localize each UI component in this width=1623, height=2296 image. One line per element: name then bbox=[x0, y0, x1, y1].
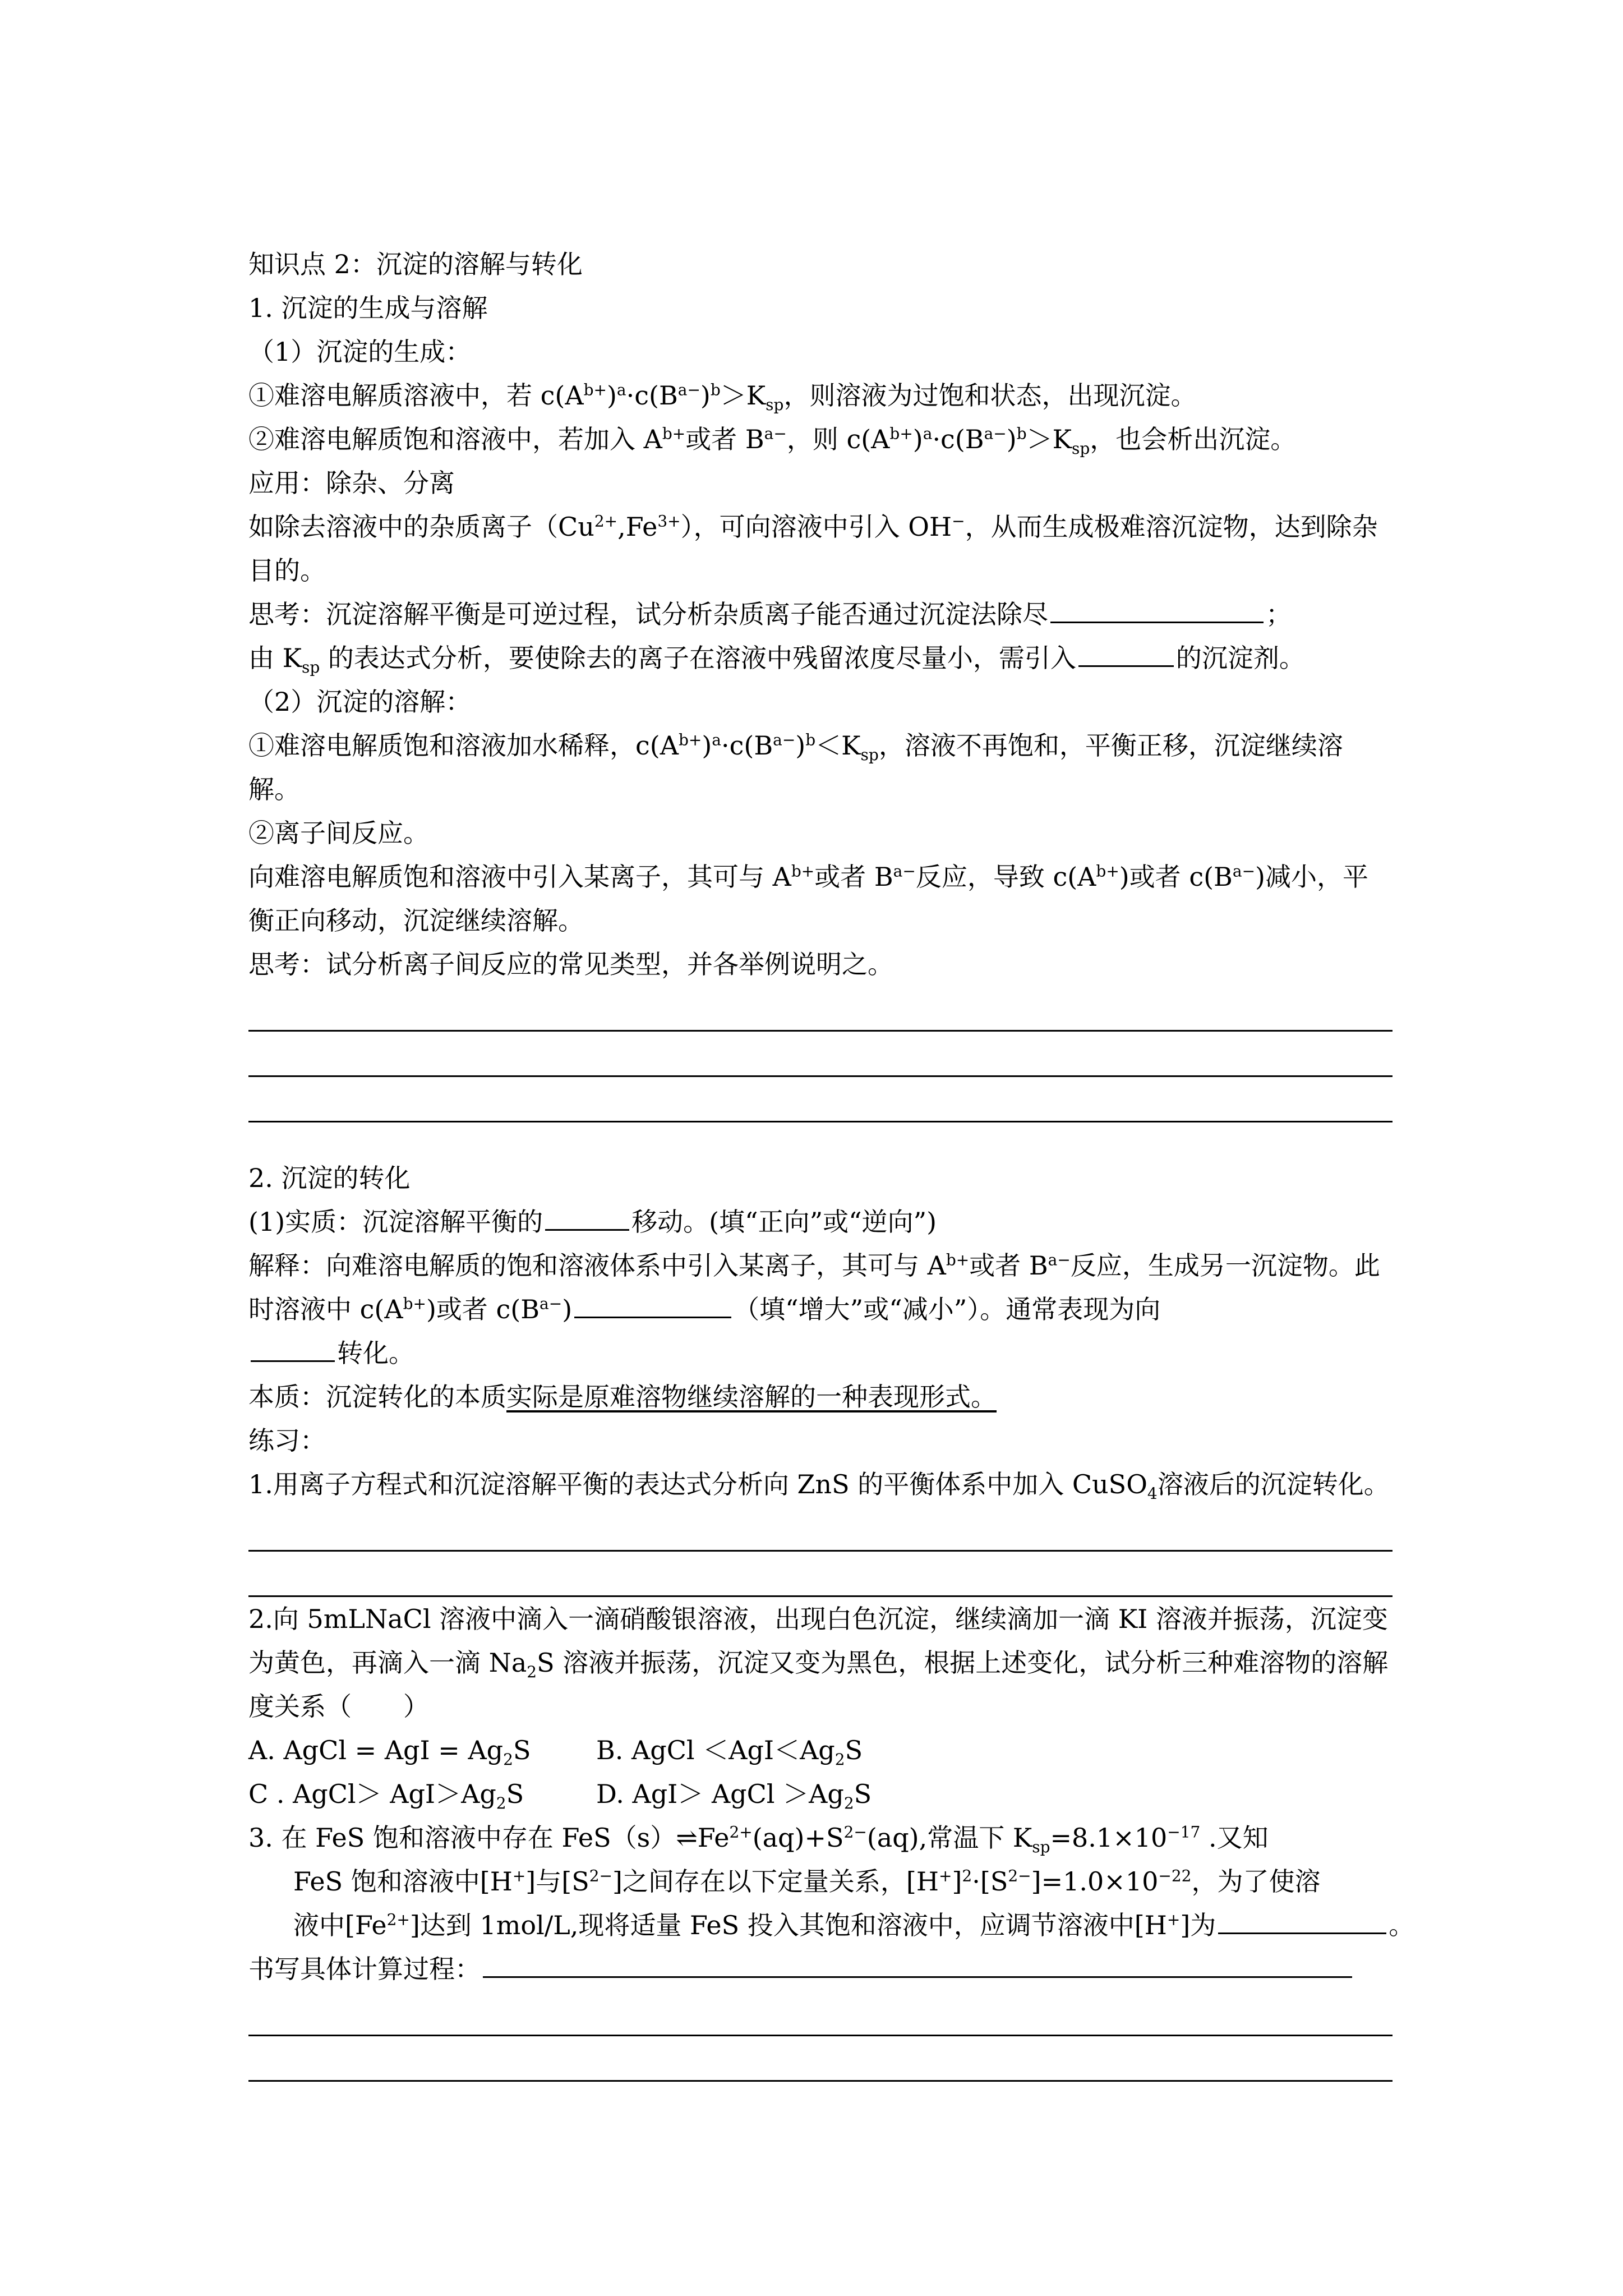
think-2: 思考：试分析离子间反应的常见类型，并各举例说明之。 bbox=[248, 949, 893, 979]
think-1-text-2: 由 $K_{sp}$ 的表达式分析，要使除去的离子在溶液中残留浓度尽量小，需引入 bbox=[248, 643, 1076, 677]
practice-label: 练习： bbox=[248, 1425, 326, 1456]
item-3: ①难溶电解质饱和溶液加水稀释，$c(A^{b+})^a\cdot c(B^{a-})^b<K_{sp}$，溶液不再饱和，平衡正移，沉淀继续溶解。 bbox=[248, 730, 1343, 804]
answer-line[interactable] bbox=[248, 1077, 1393, 1122]
answer-blank-1[interactable] bbox=[1050, 595, 1264, 623]
answer-line[interactable] bbox=[248, 1552, 1393, 1597]
answer-line[interactable] bbox=[248, 1991, 1393, 2036]
calc-blank[interactable] bbox=[483, 1949, 1352, 1978]
answer-blank-2[interactable] bbox=[1078, 638, 1174, 667]
think-1-line-1 bbox=[248, 592, 1393, 636]
explanation-end bbox=[248, 1331, 1393, 1375]
answer-blank-4[interactable] bbox=[574, 1290, 731, 1318]
item-4-description: 向难溶电解质饱和溶液中引入某离子，其可与 $A^{b+}$或者 $B^{a-}$反应，导致 $c(A^{b+})$或者 $c(B^{a-})$减小，平衡正向移动，沉淀继续溶解。 bbox=[248, 862, 1368, 936]
answer-blank-6[interactable] bbox=[1218, 1906, 1386, 1934]
calc-label: 书写具体计算过程： bbox=[248, 1954, 481, 1984]
option-c[interactable]: C . AgCl＞ $AgI>Ag_2S$ bbox=[248, 1779, 524, 1813]
question-essence-text: (1)实质：沉淀溶解平衡的 bbox=[248, 1207, 543, 1237]
answer-line[interactable] bbox=[248, 1506, 1393, 1552]
application-line: 应用：除杂、分离 bbox=[248, 468, 455, 498]
essence-underlined-text: 实际是原难溶物继续溶解的一种表现形式。 bbox=[506, 1382, 997, 1412]
exercise-3-line-1: 3. 在 FeS 饱和溶液中存在 $FeS(s)\rightleftharpoons Fe^{2+}(aq)+S^{2-}(aq)$,常温下 $K_{sp}=8.1\times 10^{-17}$ .又知 bbox=[248, 1823, 1269, 1857]
question-essence bbox=[248, 1200, 1393, 1244]
option-b[interactable]: B. AgCl $<AgI<Ag_2S$ bbox=[596, 1735, 863, 1769]
answer-blank-5[interactable] bbox=[251, 1333, 335, 1362]
exercise-3-line-3 bbox=[248, 1903, 1415, 1947]
explanation-paragraph bbox=[248, 1244, 1393, 1331]
options-row-2 bbox=[248, 1772, 1393, 1816]
subheading-dissolution: （2）沉淀的溶解： bbox=[248, 687, 472, 717]
essence-line bbox=[248, 1375, 1393, 1419]
exercise-3-text: 液中$[Fe^{2+}]$达到 1mol/L,现将适量 FeS 投入其饱和溶液中，应调节溶液中[H+]为 bbox=[293, 1910, 1216, 1940]
option-a[interactable]: A. AgCl = AgI = $Ag_2S$ bbox=[248, 1735, 531, 1769]
exercise-2: 2.向 5mLNaCl 溶液中滴入一滴硝酸银溶液，出现白色沉淀，继续滴加一滴 KI 溶液并振荡，沉淀变为黄色，再滴入一滴 $Na_2S$ 溶液并振荡，沉淀又变为黑色，根据上述变化，试分析三种难溶物的溶解度关系（ ） bbox=[248, 1604, 1389, 1722]
explanation-text-2: （填“增大”或“减小”）。通常表现为向 bbox=[734, 1294, 1161, 1324]
question-essence-text-2: 移动。(填“正向”或“逆向”) bbox=[631, 1207, 937, 1237]
heading-precipitation-formation-dissolution: 1. 沉淀的生成与溶解 bbox=[248, 293, 488, 323]
answer-line[interactable] bbox=[248, 1032, 1393, 1077]
explanation-text: 解释：向难溶电解质的饱和溶液体系中引入某离子，其可与 $A^{b+}$或者 $B^{a-}$反应，生成另一沉淀物。此时溶液中 $c(A^{b+})$或者 $c(B^{a-})$ bbox=[248, 1250, 1380, 1324]
think-1-line-2 bbox=[248, 636, 1393, 680]
item-2: ②难溶电解质饱和溶液中，若加入 $A^{b+}$或者 $B^{a-}$，则 $c(A^{b+})^a\cdot c(B^{a-})^b>K_{sp}$，也会析出沉淀。 bbox=[248, 424, 1297, 458]
answer-line[interactable] bbox=[248, 986, 1393, 1032]
essence-text: 本质：沉淀转化的本质 bbox=[248, 1382, 506, 1412]
exercise-3-line-2: FeS 饱和溶液中[H+]与$[S^{2-}]$之间存在以下定量关系，$[H^+]^2\cdot[S^{2-}]=1.0\times 10^{-22}$，为了使溶 bbox=[293, 1866, 1321, 1897]
exercise-1: 1.用离子方程式和沉淀溶解平衡的表达式分析向 ZnS 的平衡体系中加入 CuSO$_4$溶液后的沉淀转化。 bbox=[248, 1469, 1390, 1503]
think-1-punct: ； bbox=[1266, 599, 1292, 629]
options-row-1 bbox=[248, 1728, 1393, 1772]
section-title: 知识点 2：沉淀的溶解与转化 bbox=[248, 249, 583, 279]
think-1-text-3: 的沉淀剂。 bbox=[1175, 643, 1305, 673]
explanation-text-3: 转化。 bbox=[337, 1338, 414, 1368]
item-4: ②离子间反应。 bbox=[248, 818, 429, 848]
think-1-text: 思考：沉淀溶解平衡是可逆过程，试分析杂质离子能否通过沉淀法除尽 bbox=[248, 599, 1048, 629]
item-1: ①难溶电解质溶液中，若 $c(A^{b+})^a\cdot c(B^{a-})^b>K_{sp}$，则溶液为过饱和状态，出现沉淀。 bbox=[248, 380, 1197, 415]
option-d[interactable]: D. AgI＞ AgCl $>Ag_2S$ bbox=[596, 1779, 872, 1813]
heading-precipitation-conversion: 2. 沉淀的转化 bbox=[248, 1163, 411, 1193]
document-body bbox=[248, 242, 1415, 2082]
answer-blank-3[interactable] bbox=[545, 1202, 629, 1231]
subheading-formation: （1）沉淀的生成： bbox=[248, 337, 472, 367]
answer-line[interactable] bbox=[248, 2036, 1393, 2082]
example-paragraph: 如除去溶液中的杂质离子$(Cu^{2+},Fe^{3+})$，可向溶液中引入 OH−，从而生成极难溶沉淀物，达到除杂目的。 bbox=[248, 512, 1378, 586]
calc-line bbox=[248, 1947, 1393, 1991]
exercise-3-punct: 。 bbox=[1389, 1910, 1415, 1940]
